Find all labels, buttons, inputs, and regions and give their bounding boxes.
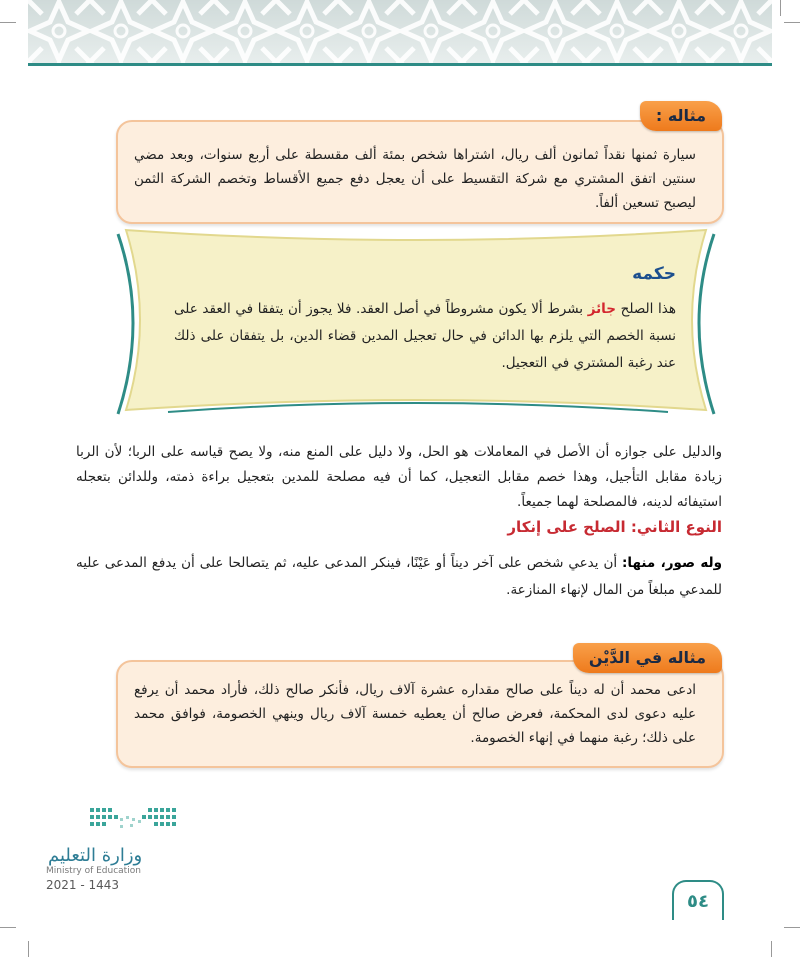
ministry-name-english: Ministry of Education xyxy=(46,866,141,876)
example-text: ادعى محمد أن له ديناً على صالح مقداره عشرة آلاف ريال، فأنكر صالح ذلك، فأراد محمد أن يرفع عليه دعوى لدى المحكمة، فعرض صالح أن يعطيه خمسة آلاف ريال وينهي الخصومة، فوافق محمد على ذلك؛ رغبة منهما في إنهاء الخصومة. xyxy=(134,682,696,746)
ruling-title: حكمه xyxy=(632,264,676,284)
ministry-logo-icon xyxy=(90,806,180,832)
crop-mark xyxy=(28,941,29,957)
crop-mark xyxy=(0,22,16,23)
paragraph-body: أن يدعي شخص على آخر ديناً أو عَيْنًا، فينكر المدعى عليه، ثم يتصالحا على أن يدفع المدعى عليه للمدعي مبلغاً من المال لإنهاء المنازعة. xyxy=(76,555,722,598)
crop-mark xyxy=(771,941,772,957)
header-banner xyxy=(28,0,772,66)
section-heading: النوع الثاني: الصلح على إنكار xyxy=(507,518,722,536)
edition-year: 2021 - 1443 xyxy=(46,878,120,892)
crop-mark xyxy=(0,927,16,928)
crop-mark xyxy=(784,927,800,928)
example-label: مثاله في الدَّيْن xyxy=(573,643,722,673)
ruling-text-before: هذا الصلح xyxy=(615,301,676,317)
geometric-pattern-icon xyxy=(28,0,772,66)
ruling-highlight: جائز xyxy=(587,301,616,317)
evidence-paragraph: والدليل على جوازه أن الأصل في المعاملات هو الحل، ولا دليل على المنع منه، ولا يصح قياسه على الربا؛ لأن الربا زيادة مقابل التأجيل، وهذا خصم مقابل التعجيل، كما أن فيه مصلحة للمدين بتعجيل براءة ذمته، وللدائن بتعجله استيفائه لدينه، فالمصلحة لهما جميعاً. xyxy=(76,444,722,510)
ministry-name-arabic: وزارة التعليم xyxy=(48,845,143,866)
example-text: سيارة ثمنها نقداً ثمانون ألف ريال، اشتراها شخص بمئة ألف مقسطة على أربع سنوات، وبعد مضي سنتين اتفق المشتري مع شركة التقسيط على أن يعجل دفع جميع الأقساط وتخصم الشركة الثمن ليصبح تسعين ألفاً. xyxy=(134,147,696,211)
paragraph-lead: وله صور، منها: xyxy=(622,555,722,571)
banner-divider xyxy=(28,63,772,66)
ruling-text xyxy=(174,296,676,377)
ruling-text-after: بشرط ألا يكون مشروطاً في أصل العقد. فلا يجوز أن يتفقا في العقد على نسبة الخصم التي يلزم بها الدائن في حال تعجيل المدين قضاء الدين، بل يتفقان على ذلك عند رغبة المشتري في التعجيل. xyxy=(174,301,676,371)
section-paragraph xyxy=(76,550,722,604)
page-number: ٥٤ xyxy=(672,880,724,920)
example-label: مثاله : xyxy=(640,101,722,131)
crop-mark xyxy=(784,22,800,23)
crop-mark xyxy=(780,0,781,16)
